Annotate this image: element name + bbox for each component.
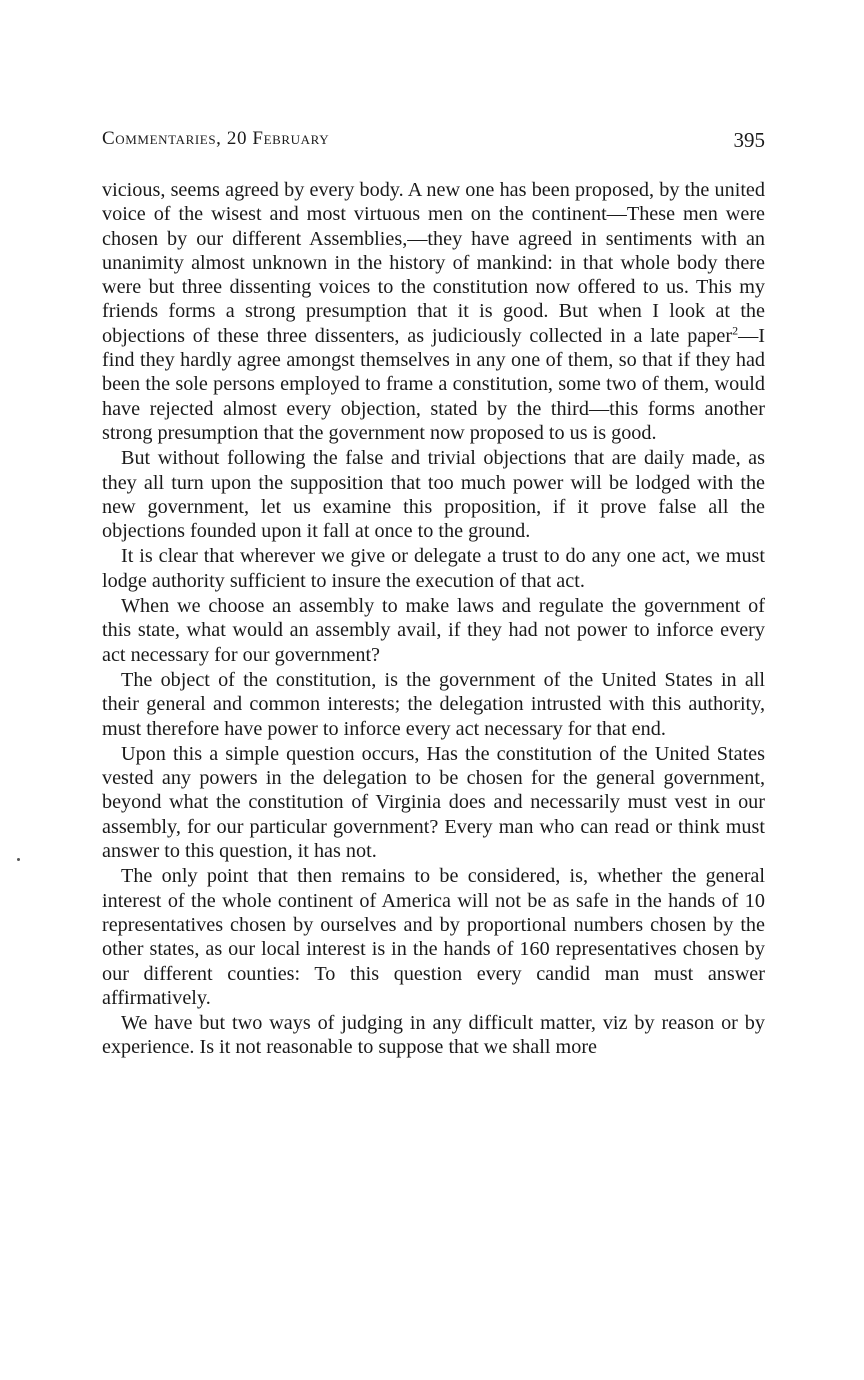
scan-speck <box>17 858 20 861</box>
paragraph: Upon this a simple question occurs, Has the constitution of the United States vested any powers in the delegation to be chosen for the general government, beyond what the constitution of Virginia does and necessarily must vest in our assembly, for our particular government? Every man who can read or think must answer to this question, it has not. <box>102 742 765 863</box>
paragraph-text: vicious, seems agreed by every body. A new one has been proposed, by the united voice of the wisest and most virtuous men on the continent—These men were chosen by our different Assemblies,—they have agreed in sentiments with an unanimity almost unknown in the history of mankind: in that whole body there were but three dissenting voices to the constitution now offered to us. This my friends forms a strong presumption that it is good. But when I look at the objections of these three dissenters, as judiciously collected in a late paper <box>102 179 765 347</box>
paragraph-continued <box>102 178 765 445</box>
page-number: 395 <box>733 128 765 152</box>
paragraph: When we choose an assembly to make laws and regulate the government of this state, what would an assembly avail, if they had not power to inforce every act necessary for our government? <box>102 595 765 666</box>
paragraph: The object of the constitution, is the government of the United States in all their general and common interests; the delegation intrusted with this authority, must therefore have power to inforce every act necessary for that end. <box>102 668 765 740</box>
body-text <box>102 178 765 1060</box>
running-head <box>102 128 765 158</box>
paragraph: It is clear that wherever we give or delegate a trust to do any one act, we must lodge authority sufficient to insure the execution of that act. <box>102 545 765 592</box>
paragraph: The only point that then remains to be considered, is, whether the general interest of the whole continent of America will not be as safe in the hands of 10 representatives chosen by ourselves and by proportional numbers chosen by the other states, as our local interest is in the hands of 160 representatives chosen by our different counties: To this question every candid man must answer affirmatively. <box>102 865 765 1009</box>
paragraph-text: —I find they hardly agree amongst themselves in any one of them, so that if they had been the sole persons employed to frame a constitution, some two of them, would have rejected almost every objection, stated by the third—this forms another strong presumption that the government now proposed to us is good. <box>102 324 765 444</box>
paragraph: But without following the false and trivial objections that are daily made, as they all turn upon the supposition that too much power will be lodged with the new government, let us examine this proposition, if it prove false all the objections founded upon it fall at once to the ground. <box>102 447 765 543</box>
running-title: Commentaries, 20 February <box>102 128 330 149</box>
paragraph: We have but two ways of judging in any difficult matter, viz by reason or by experience. Is it not reasonable to suppose that we shall more <box>102 1012 765 1059</box>
footnote-reference: 2 <box>732 323 739 338</box>
